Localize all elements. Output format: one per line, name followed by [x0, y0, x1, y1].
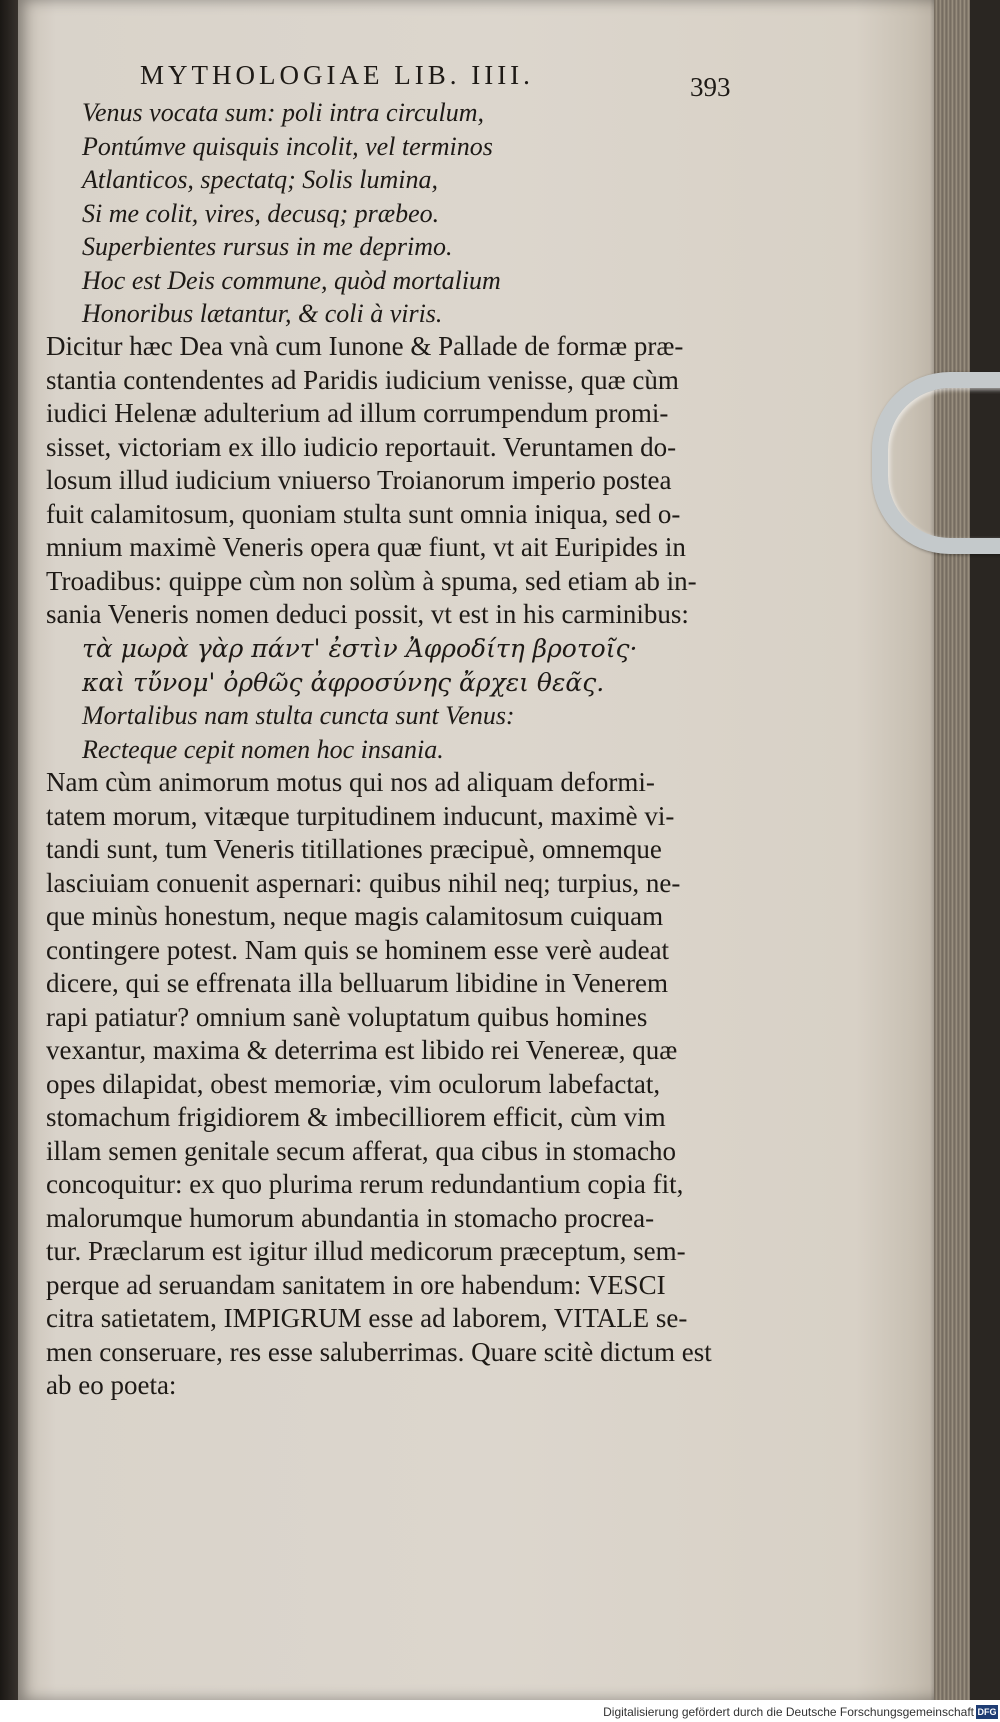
prose-line: men conseruare, res esse saluberrimas. Quare scitè dictum est: [46, 1336, 712, 1367]
prose-line: rapi patiatur? omnium sanè voluptatum quibus homines: [46, 1001, 648, 1032]
prose-line: tandi sunt, tum Veneris titillationes præcipuè, omnemque: [46, 834, 662, 864]
prose-line: opes dilapidat, obest memoriæ, vim oculorum labefactat,: [46, 1068, 661, 1099]
prose-line: perque ad seruandam sanitatem in ore habendum: VESCI: [46, 1269, 666, 1300]
prose-line: tatem morum, vitæque turpitudinem inducunt, maximè vi-: [46, 800, 675, 831]
prose-line: concoquitur: ex quo plurima rerum redundantium copia fit,: [46, 1169, 684, 1199]
prose-line: vexantur, maxima & deterrima est libido rei Venereæ, quæ: [46, 1035, 678, 1065]
prose-line: stantia contendentes ad Paridis iudicium venisse, quæ cùm: [46, 364, 679, 395]
prose-line: iudici Helenæ adulterium ad illum corrumpendum promi-: [46, 398, 669, 428]
prose-line: sania Veneris nomen deduci possit, vt est in his carminibus:: [46, 599, 689, 629]
prose-line: Troadibus: quippe cùm non solùm à spuma, sed etiam ab in-: [46, 565, 697, 596]
verse-line: Hoc est Deis commune, quòd mortalium: [82, 265, 501, 295]
verse-block-1: [82, 96, 501, 331]
prose-line: citra satietatem, IMPIGRUM esse ad laborem, VITALE se-: [46, 1303, 688, 1333]
page-number: 393: [690, 72, 731, 102]
stacked-page-edges: [934, 0, 970, 1700]
prose-line: stomachum frigidiorem & imbecilliorem efficit, cùm vim: [46, 1102, 666, 1132]
greek-quotation: [82, 632, 637, 699]
running-head: MYTHOLOGIAE LIB. IIII.: [140, 60, 534, 90]
footer-credit: Digitalisierung gefördert durch die Deutsche Forschungsgemeinschaft: [603, 1705, 974, 1719]
verse-line: Si me colit, vires, decusq; præbeo.: [82, 198, 440, 228]
prose-line: que minùs honestum, neque magis calamitosum cuiquam: [46, 901, 664, 931]
prose-line: lasciuiam conuenit aspernari: quibus nihil neq; turpius, ne-: [46, 867, 681, 898]
verse-block-2: [82, 699, 515, 766]
prose-line: contingere potest. Nam quis se hominem esse verè audeat: [46, 934, 670, 965]
prose-line: illam semen genitale secum afferat, qua cibus in stomacho: [46, 1135, 677, 1166]
verse-line: Mortalibus nam stulta cuncta sunt Venus:: [82, 701, 515, 730]
greek-line: καὶ τὔνομ' ὀρθῶς ἀφροσύνης ἄρχει θεᾶς.: [82, 667, 605, 697]
verse-line: Pontúmve quisquis incolit, vel terminos: [82, 131, 493, 161]
prose-line: Nam cùm animorum motus qui nos ad aliquam deformi-: [46, 767, 655, 797]
prose-line: fuit calamitosum, quoniam stulta sunt omnia iniqua, sed o-: [46, 498, 681, 529]
prose-line: malorumque humorum abundantia in stomacho procrea-: [46, 1202, 655, 1233]
verse-line: Atlanticos, spectatq; Solis lumina,: [82, 165, 439, 194]
prose-line: mnium maximè Veneris opera quæ fiunt, vt ait Euripides in: [46, 532, 686, 562]
verse-line: Recteque cepit nomen hoc insania.: [82, 734, 444, 764]
prose-line: losum illud iudicium vniuerso Troianorum imperio postea: [46, 465, 672, 495]
verse-line: Venus vocata sum: poli intra circulum,: [82, 98, 484, 127]
prose-line: Dicitur hæc Dea vnà cum Iunone & Pallade de formæ præ-: [46, 331, 684, 361]
prose-paragraph-1: [46, 330, 697, 632]
dfg-logo: DFG: [977, 1707, 997, 1717]
scan-border-left: [0, 0, 20, 1722]
prose-line: tur. Præclarum est igitur illud medicorum præceptum, sem-: [46, 1236, 686, 1266]
verse-line: Superbientes rursus in me deprimo.: [82, 232, 453, 261]
greek-line: τὰ μωρὰ γὰρ πάντ' ἐστὶν Ἀφροδίτη βροτοῖς·: [82, 634, 638, 663]
prose-line: sisset, victoriam ex illo iudicio reportauit. Veruntamen do-: [46, 431, 677, 462]
paper-clip-tab: [872, 372, 1000, 554]
prose-line: ab eo poeta:: [46, 1370, 177, 1400]
prose-paragraph-2: [46, 766, 712, 1403]
prose-line: dicere, qui se effrenata illa belluarum libidine in Venerem: [46, 968, 669, 998]
verse-line: Honoribus lætantur, & coli à viris.: [82, 299, 443, 328]
digitization-footer: [0, 1700, 1000, 1722]
